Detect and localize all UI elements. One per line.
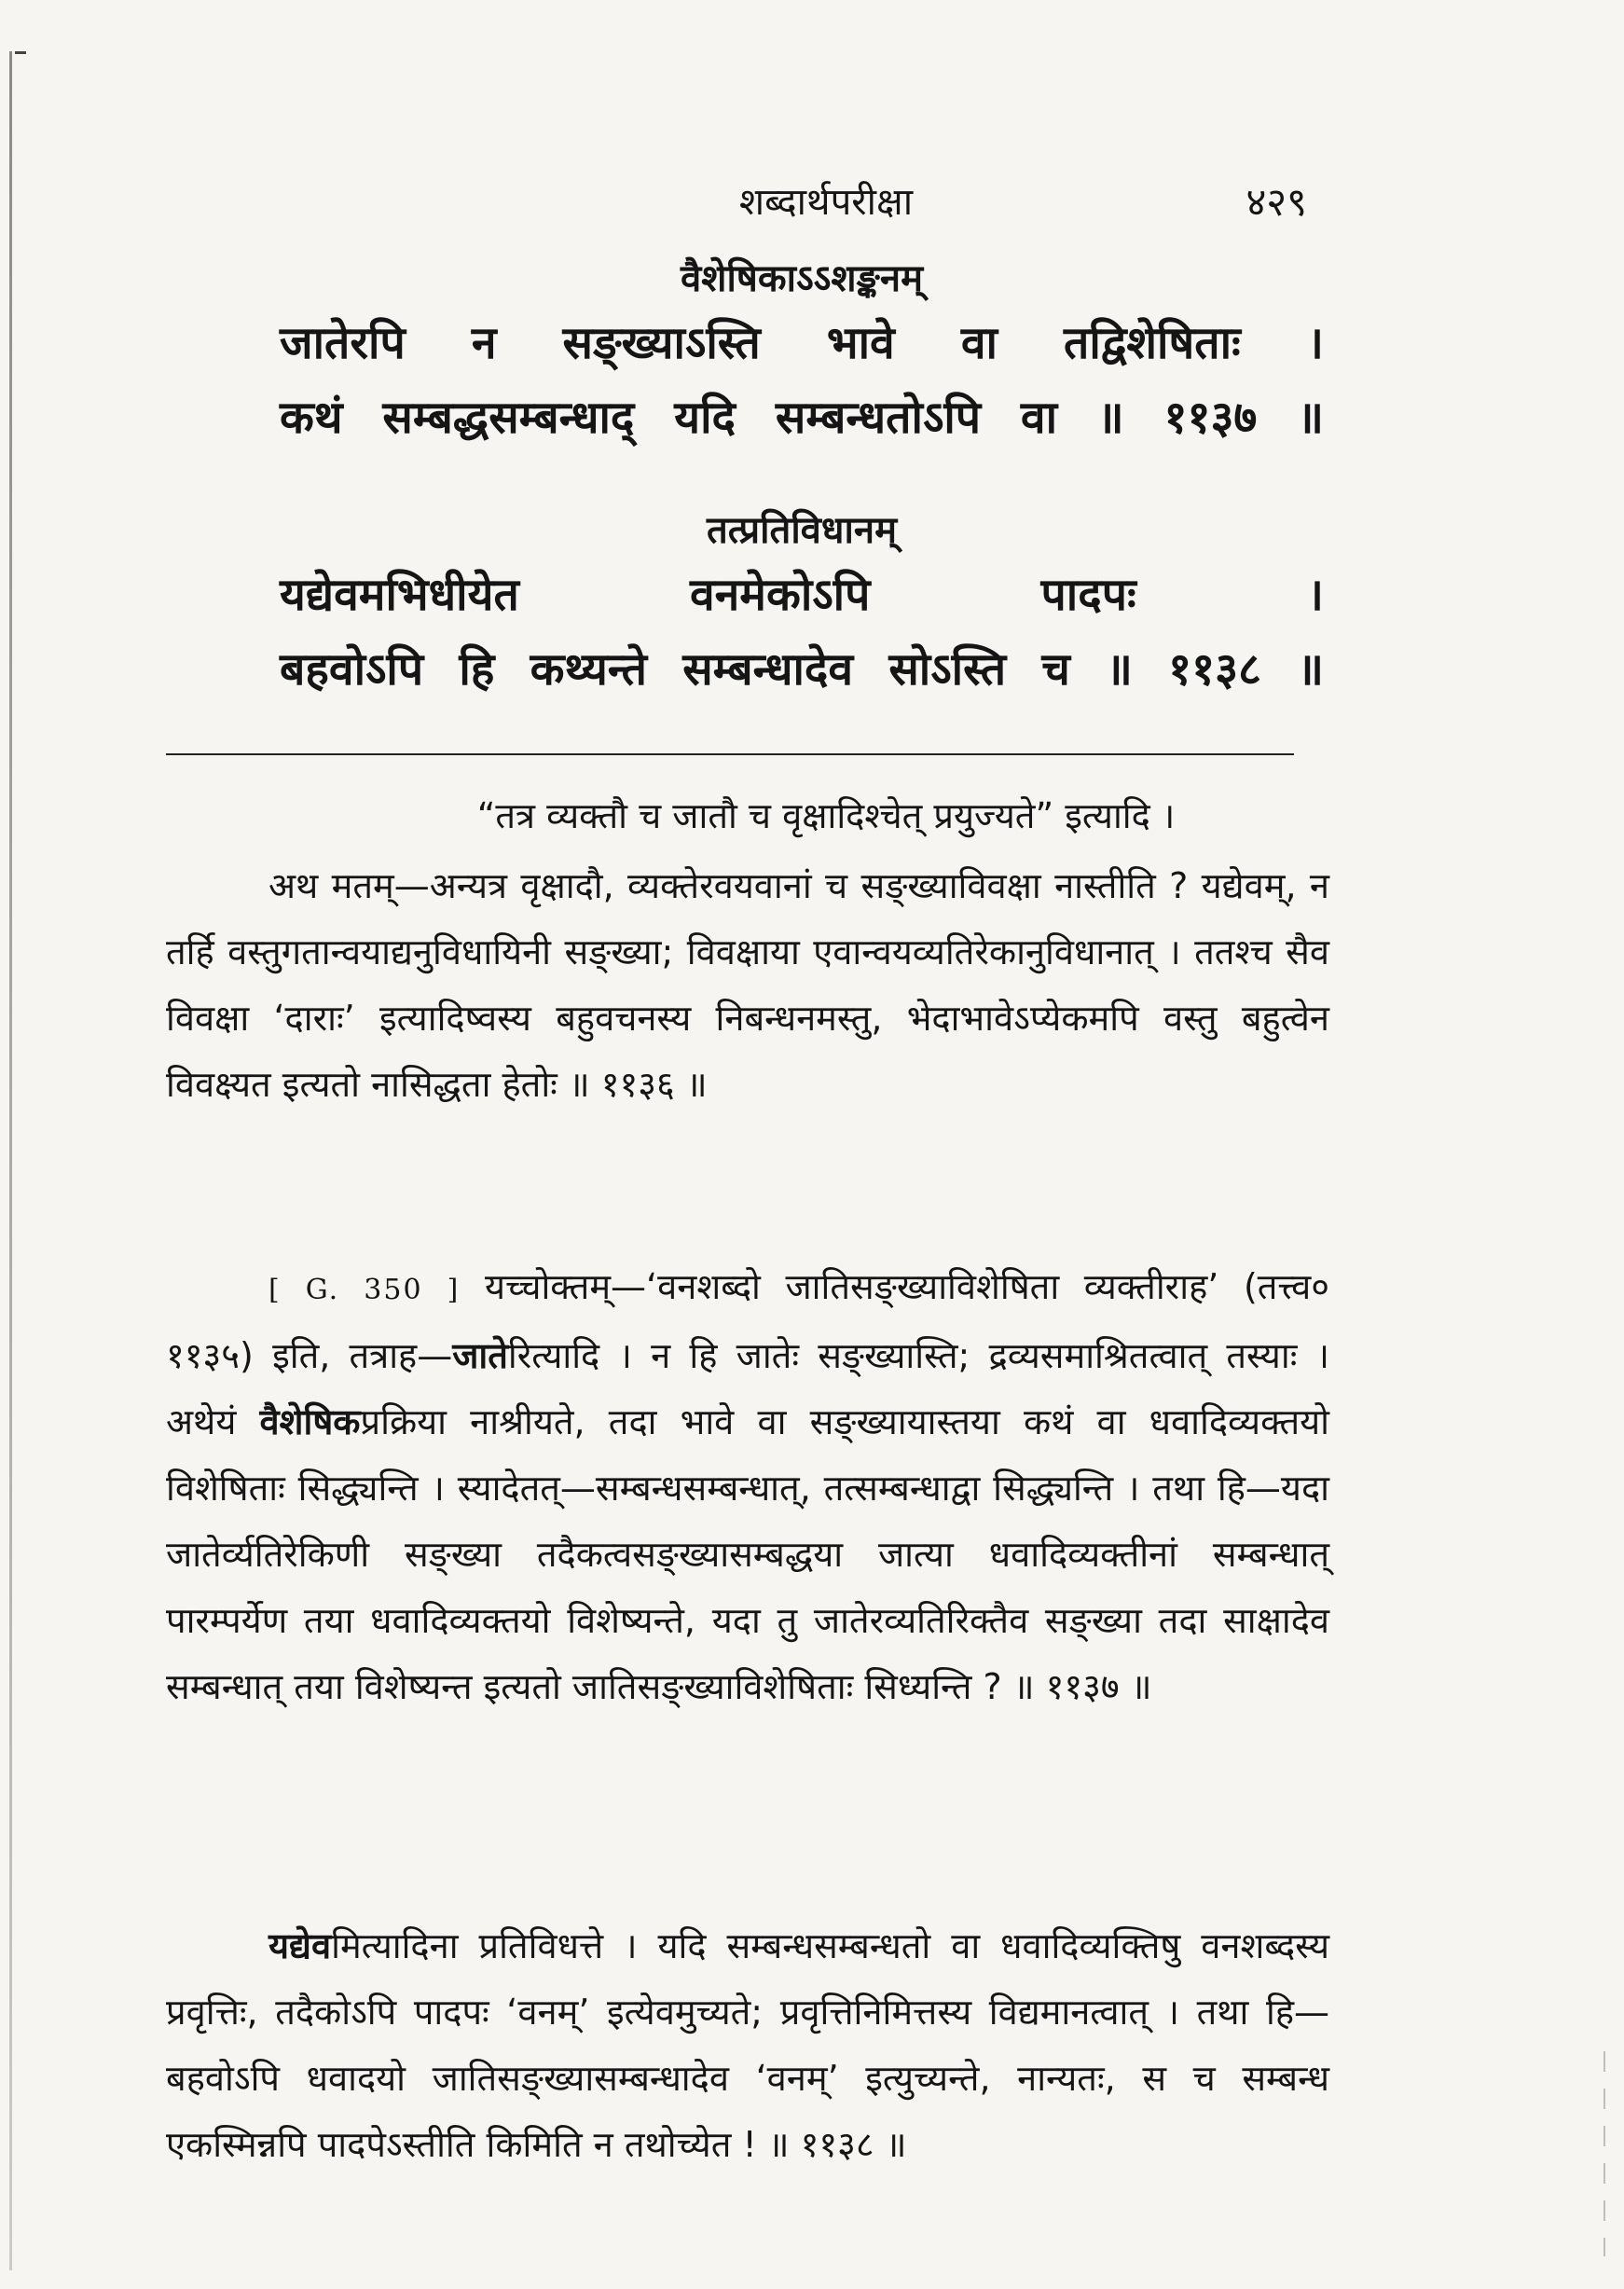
verse-1138-line-1: यद्येवमभिधीयेत वनमेकोऽपि पादपः । [280, 569, 1324, 621]
keyword-vaisheshika: वैशेषिक [259, 1401, 361, 1442]
paragraph-2-part-c: प्रक्रिया नाश्रीयते, तदा भावे वा सङ्ख्यायास्तया कथं वा धवादिव्यक्तयो विशेषिताः सिद्ध्यन्ति । स्यादेतत्—सम्बन्धसम्बन्धात्, तत्सम्बन्धाद्वा सिद्ध्यन्ति । तथा हि—यदा जातेर्व्यतिरेकिणी सङ्ख्या तदैकत्वसङ्ख्यासम्बद्धया जात्या धवादिव्यक्तीनां सम्बन्धात् पारम्पर्येण तया धवादिव्यक्तयो विशेष्यन्ते, यदा तु जातेरव्यतिरिक्तैव सङ्ख्या तदा साक्षादेव सम्बन्धात् तया विशेष्यन्त इत्यतो जातिसङ्ख्याविशेषिताः सिध्यन्ति ? ॥ ११३७ ॥ [166, 1401, 1329, 1707]
section-heading-objection: वैशेषिकाऽऽशङ्कनम् [681, 257, 923, 300]
paragraph-1-text: अथ मतम्—अन्यत्र वृक्षादौ, व्यक्तेरवयवानां च सङ्ख्याविवक्षा नास्तीति ? यद्येवम्, न तर्हि वस्तुगतान्वयाद्यनुविधायिनी सङ्ख्या; विवक्षाया एवान्वयव्यतिरेकानुविधानात् । ततश्च सैव विवक्षा ‘दाराः’ इत्यादिष्वस्य बहुवचनस्य निबन्धनमस्तु, भेदाभावेऽप्येकमपि वस्तु बहुत्वेन विवक्ष्यत इत्यतो नासिद्धता हेतोः ॥ ११३६ ॥ [166, 865, 1329, 1105]
commentary-paragraph-1 [166, 853, 1329, 1118]
running-header [0, 170, 1624, 235]
page-reference-tag: [ G. 350 ] [268, 1274, 461, 1306]
paragraph-3-part-a: मित्यादिना प्रतिविधत्ते । यदि सम्बन्धसम्बन्धतो वा धवादिव्यक्तिषु वनशब्दस्य प्रवृत्तिः, तदैकोऽपि पादपः ‘वनम्’ इत्येवमुच्यते; प्रवृत्तिनिमित्तस्य विद्यमानत्वात् । तथा हि—बहवोऽपि धवादयो जातिसङ्ख्यासम्बन्धादेव ‘वनम्’ इत्युच्यन्ते, नान्यतः, स च सम्बन्ध एकस्मिन्नपि पादपेऽस्तीति किमिति न तथोच्येत ! ॥ ११३८ ॥ [166, 1925, 1329, 2165]
keyword-jate: जाते [452, 1335, 508, 1376]
paragraph-2-part-a: यच्चोक्तम्—‘वनशब्दो जातिसङ्ख्याविशेषिता व्यक्तीराह’ (तत्त्व० ११३५) इति, तत्राह— [166, 1266, 1329, 1376]
header-title: शब्दार्थपरीक्षा [738, 181, 914, 224]
commentary-paragraph-3 [166, 1913, 1329, 2178]
page-number: ४२९ [1246, 179, 1307, 225]
paragraph-2-part-b: रित्यादि । न हि जातेः सङ्ख्यास्ति; द्रव्यसमाश्रितत्वात् तस्याः । अथेयं [166, 1335, 1329, 1442]
page-edge-shadow [9, 51, 12, 2270]
commentary-quote: “तत्र व्यक्तौ च जातौ च वृक्षादिश्चेत् प्रयुज्यते” इत्यादि । [476, 795, 1176, 836]
paragraph-2-text [166, 1254, 1329, 1720]
verse-1137-line-2: कथं सम्बद्धसम्बन्धाद् यदि सम्बन्धतोऽपि वा ॥ ११३७ ॥ [280, 392, 1324, 444]
verse-1138-line-2: बहवोऽपि हि कथ्यन्ते सम्बन्धादेव सोऽस्ति च ॥ ११३८ ॥ [280, 643, 1324, 696]
divider-rule [166, 753, 1294, 755]
page-edge-dash [1603, 2051, 1605, 2256]
verse-block-1138 [280, 503, 1324, 707]
section-heading-reply: तत्प्रतिविधानम् [707, 509, 897, 552]
paragraph-3-text [166, 1913, 1329, 2178]
verse-1137-line-1: जातेरपि न सङ्ख्याऽस्ति भावे वा तद्विशेषिताः । [280, 317, 1324, 369]
verse-block-1137 [280, 252, 1324, 455]
page-edge-mark [15, 51, 26, 54]
keyword-yadyevam: यद्येव [268, 1925, 332, 1966]
commentary-paragraph-2 [166, 1254, 1329, 1720]
